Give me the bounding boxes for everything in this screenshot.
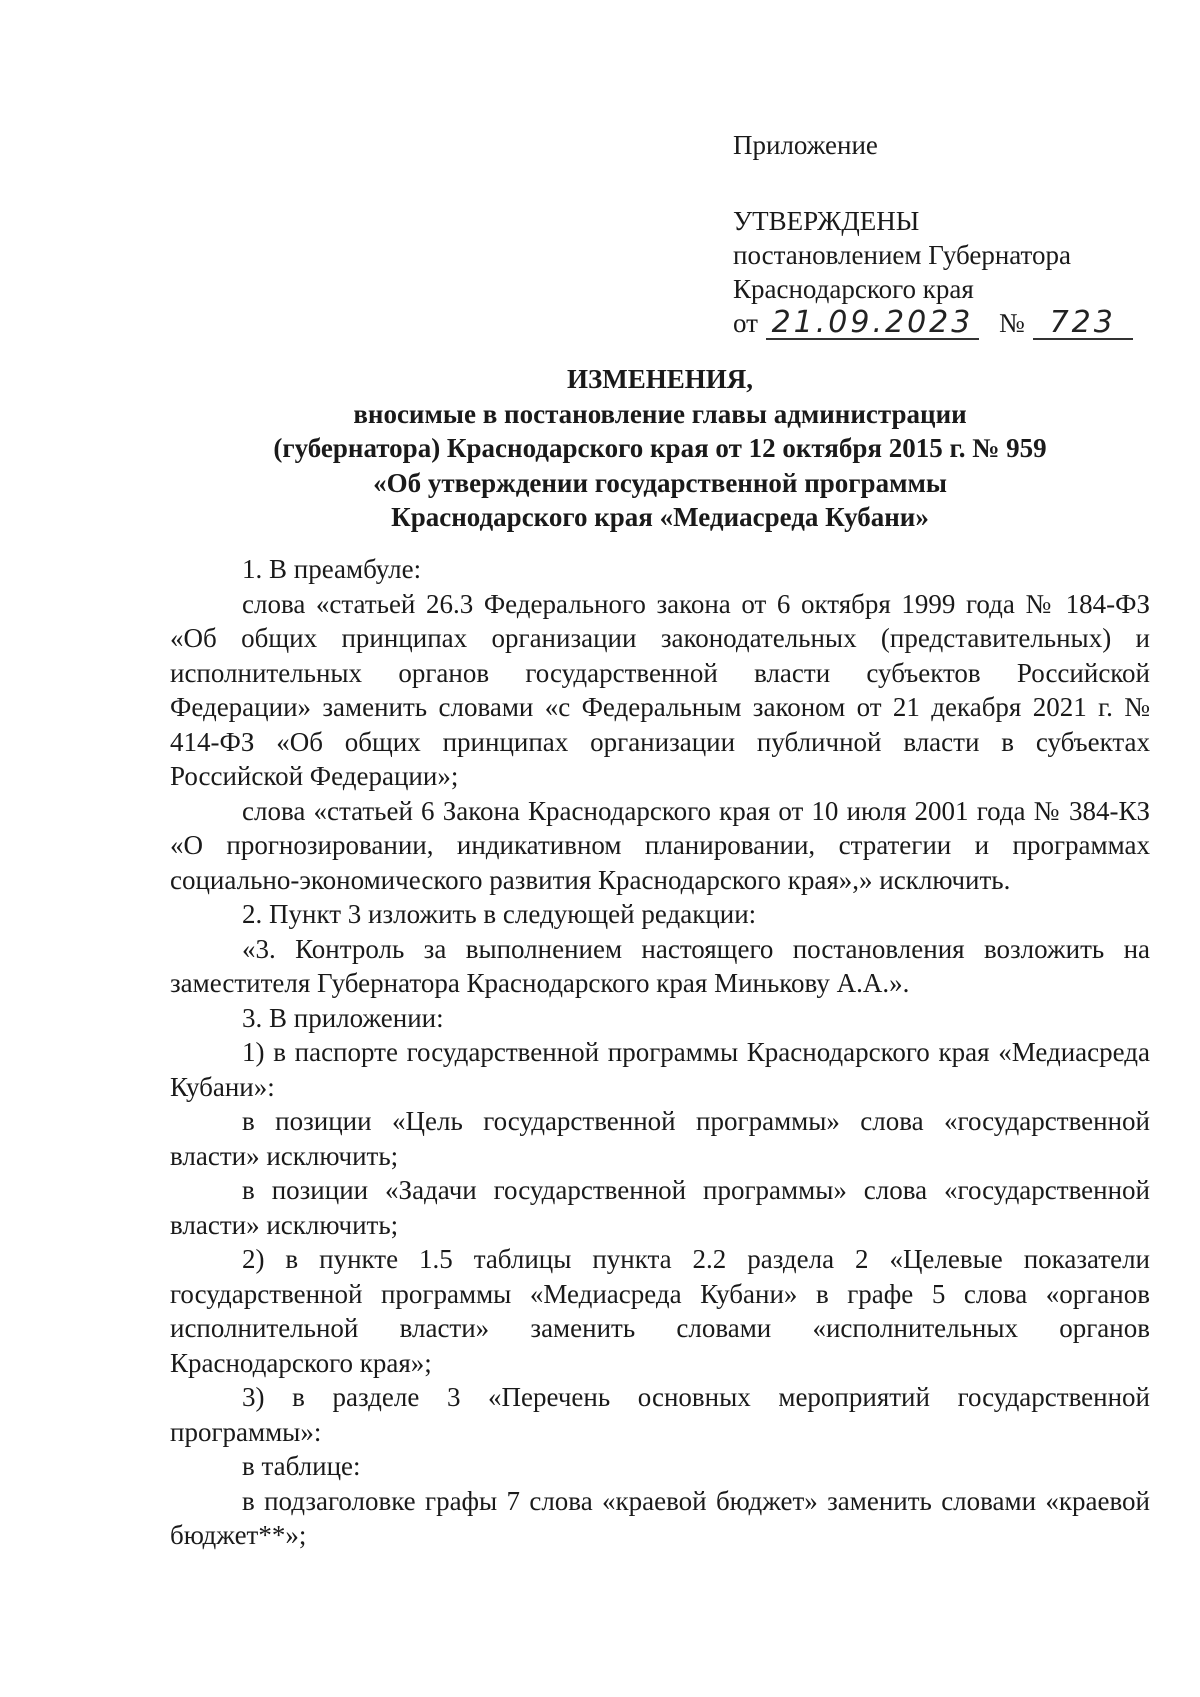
paragraph: 2. Пункт 3 изложить в следующей редакции: xyxy=(242,899,757,929)
paragraph: слова «статьей 26.3 Федерального закона от 6 октября 1999 года № 184-ФЗ «Об общих принципах организации законодательных (представительных) и исполнительных органов государственной власти субъектов Российской Федерации» заменить словами «с Федеральным законом от 21 декабря 2021 г. № 414-ФЗ «Об общих принципах организации публичной власти в субъектах Российской Федерации»; xyxy=(170,588,1150,791)
title-line-1: ИЗМЕНЕНИЯ, xyxy=(566,364,753,394)
paragraph: в позиции «Цель государственной программы» слова «государственной власти» исключить; xyxy=(170,1106,1150,1171)
handwritten-date: 21.09.2023 xyxy=(766,308,979,340)
paragraph: 3) в разделе 3 «Перечень основных мероприятий государственной программы»: xyxy=(170,1382,1150,1447)
paragraph: в позиции «Задачи государственной программы» слова «государственной власти» исключить; xyxy=(170,1175,1150,1240)
handwritten-number: 723 xyxy=(1033,308,1133,340)
paragraph: 1. В преамбуле: xyxy=(242,554,422,584)
approved-by-line-1: постановлением Губернатора xyxy=(733,240,1071,270)
approved-by-line-2: Краснодарского края xyxy=(733,274,974,304)
paragraph: 3. В приложении: xyxy=(242,1002,444,1033)
paragraph: «3. Контроль за выполнением настоящего постановления возложить на заместителя Губернатора Краснодарского края Минькову А.А.». xyxy=(170,933,1150,998)
appendix-label: Приложение xyxy=(733,130,878,160)
title-line-2: вносимые в постановление главы администрации xyxy=(353,398,967,429)
date-number-row xyxy=(733,306,1133,340)
paragraph: в подзаголовке графы 7 слова «краевой бюджет» заменить словами «краевой бюджет**»; xyxy=(170,1485,1150,1550)
approved-label: УТВЕРЖДЕНЫ xyxy=(733,206,920,236)
paragraph: в таблице: xyxy=(242,1451,361,1481)
document-title xyxy=(170,362,1150,535)
title-line-5: Краснодарского края «Медиасреда Кубани» xyxy=(391,502,929,532)
number-prefix: № xyxy=(998,308,1025,338)
paragraph: 1) в паспорте государственной программы Краснодарского края «Медиасреда Кубани»: xyxy=(170,1037,1150,1102)
approval-block xyxy=(733,128,1133,340)
date-prefix: от xyxy=(733,308,758,338)
document-body xyxy=(170,552,1150,1553)
title-line-3: (губернатора) Краснодарского края от 12 октября 2015 г. № 959 xyxy=(273,433,1047,463)
paragraph: 2) в пункте 1.5 таблицы пункта 2.2 раздела 2 «Целевые показатели государственной программы «Медиасреда Кубани» в графе 5 слова «органов исполнительной власти» заменить словами «исполнительных органов Краснодарского края»; xyxy=(170,1244,1150,1378)
paragraph: слова «статьей 6 Закона Краснодарского края от 10 июля 2001 года № 384-КЗ «О прогнозировании, индикативном планировании, стратегии и программах социально-экономического развития Краснодарского края»,» исключить. xyxy=(170,795,1150,895)
title-line-4: «Об утверждении государственной программы xyxy=(373,467,947,498)
